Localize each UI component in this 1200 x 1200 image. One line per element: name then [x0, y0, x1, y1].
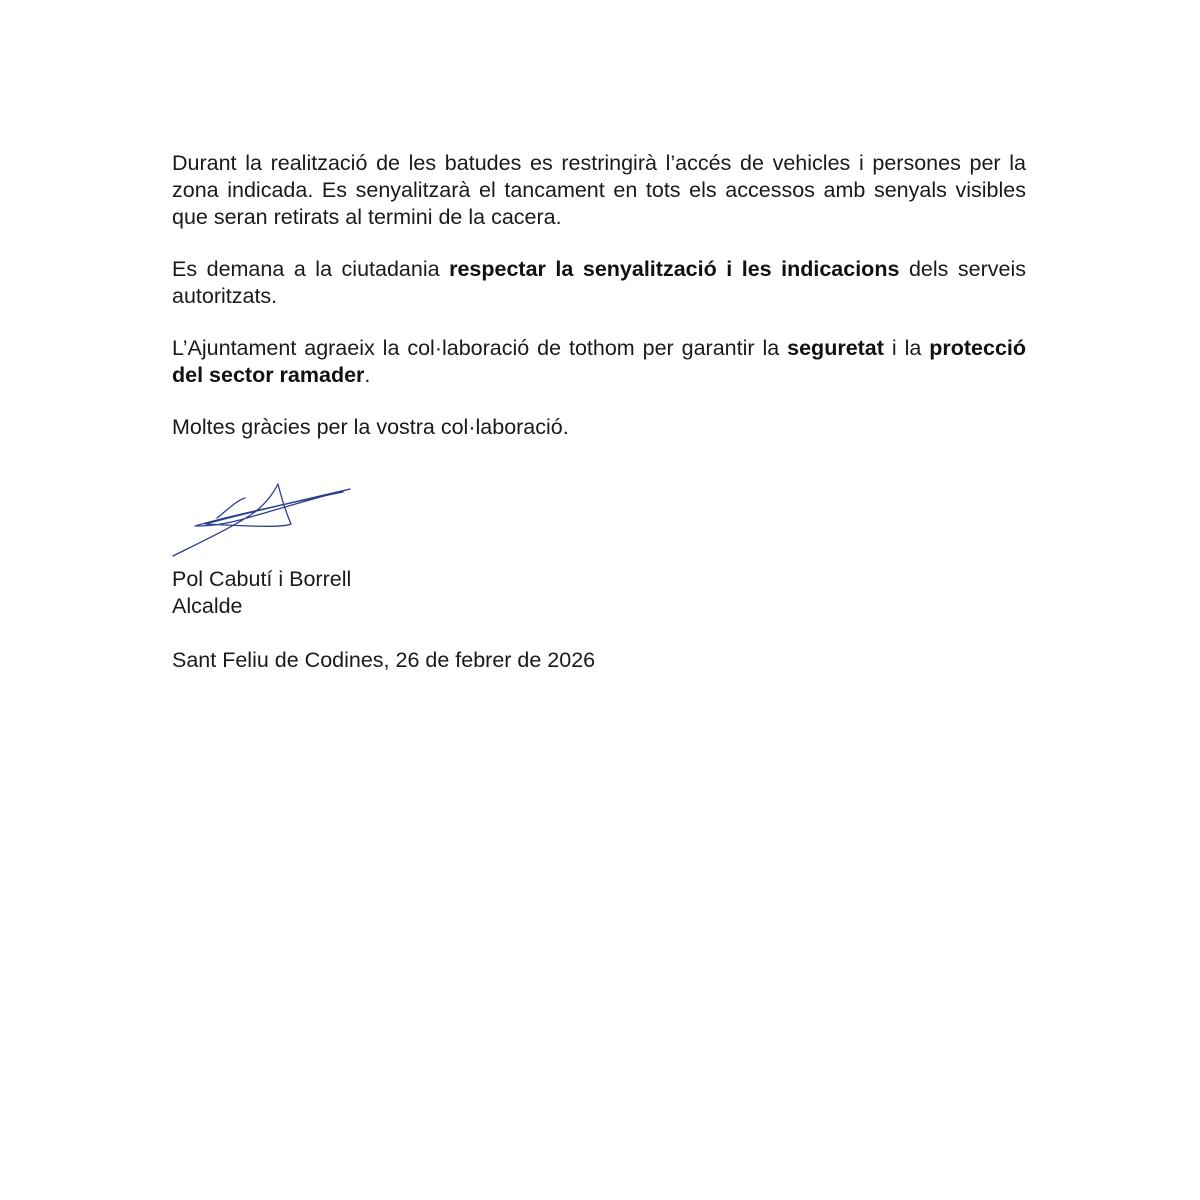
paragraph-text: . [364, 363, 371, 387]
paragraph-request [172, 256, 1026, 310]
letter-body [172, 150, 1026, 466]
signer-name: Pol Cabutí i Borrell [172, 567, 352, 591]
emphasis-text: respectar la senyalització i les indicacions [449, 257, 900, 281]
handwritten-signature [165, 478, 365, 563]
paragraph-restrictions [172, 150, 1026, 231]
paragraph-text: dels serveis autoritzats. [172, 257, 1026, 308]
paragraph-text: i la [883, 336, 930, 360]
paragraph-text: L’Ajuntament agraeix la col·laboració de tothom per garantir la [172, 336, 788, 360]
paragraph-text: Durant la realització de les batudes es restringirà l’accés de vehicles i persones per la zona indicada. Es senyalitzarà el tancament en tots els accessos amb senyals visibles que seran retirats al termini de la cacera. [172, 151, 1026, 229]
emphasis-text: seguretat [787, 336, 884, 360]
signer-role: Alcalde [172, 594, 243, 618]
place-and-date: Sant Feliu de Codines, 26 de febrer de 2026 [172, 648, 596, 672]
paragraph-text: Moltes gràcies per la vostra col·laboració. [172, 415, 569, 439]
emphasis-text: protecció del sector ramader [172, 336, 1027, 387]
signature-stroke [173, 484, 350, 556]
signature-drawing [165, 478, 365, 563]
paragraph-text: Es demana a la ciutadania [172, 257, 450, 281]
paragraph-thanks-council [172, 335, 1026, 389]
signer-block [172, 566, 351, 620]
paragraph-closing [172, 414, 1026, 441]
